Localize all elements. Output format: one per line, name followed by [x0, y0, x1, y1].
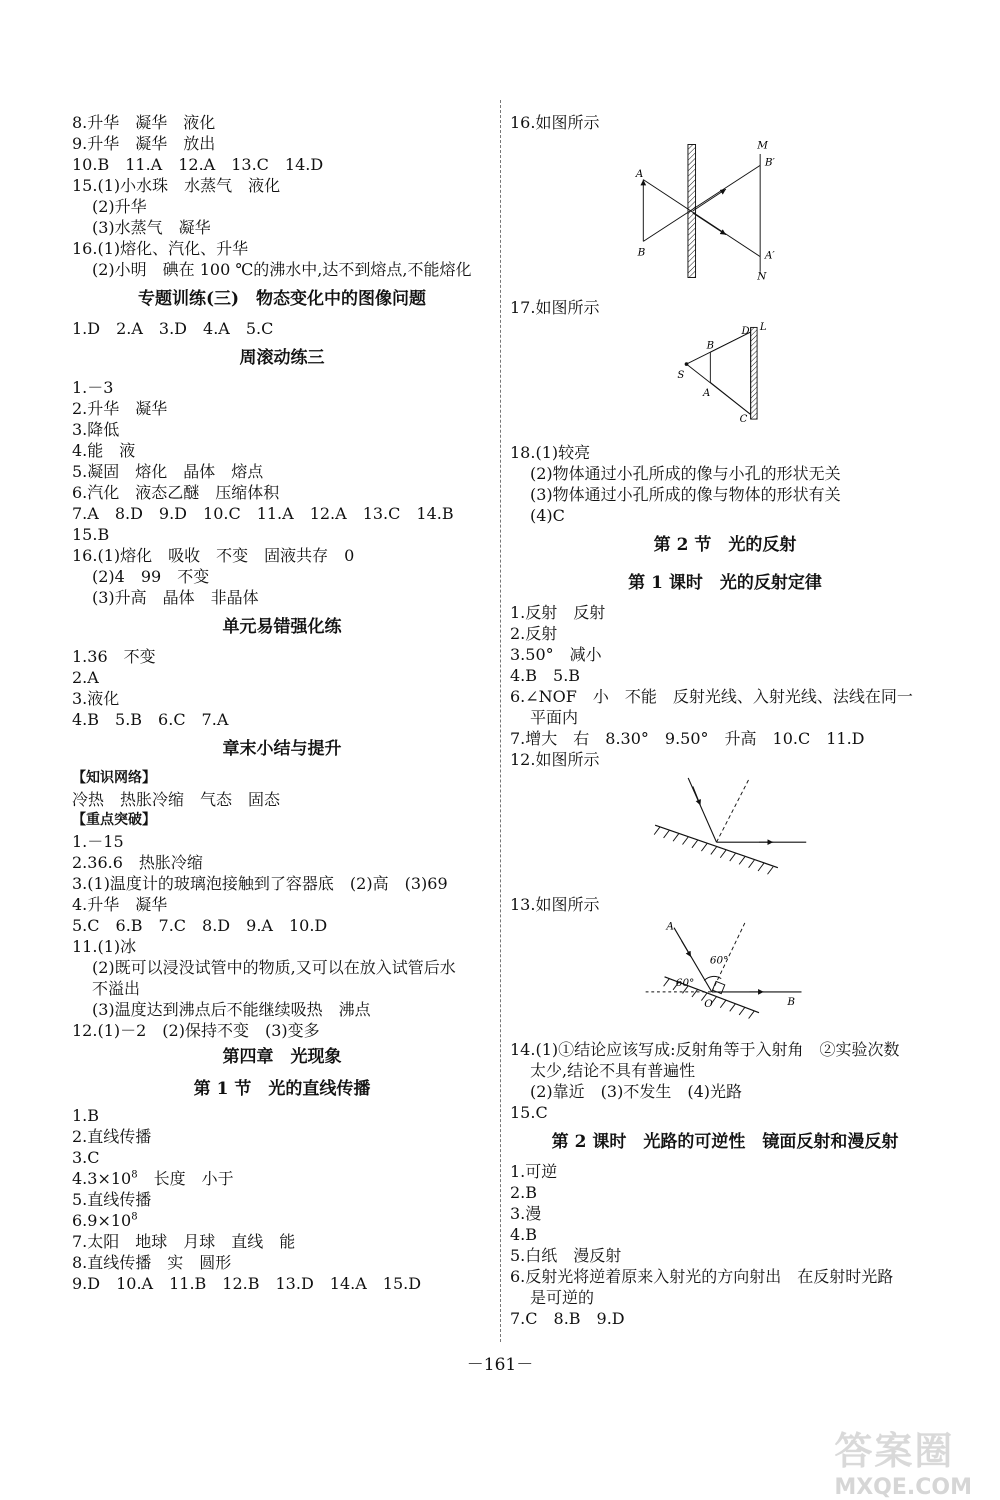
answer-line: 14.(1)①结论应该写成:反射角等于入射角 ②实验次数 [510, 1040, 900, 1059]
answer-line: 2.A [72, 668, 99, 687]
answer-line: 9.升华 凝华 放出 [72, 134, 216, 153]
answer-line: 7.C 8.B 9.D [510, 1309, 625, 1328]
answer-subline: (3)物体通过小孔所成的像与物体的形状有关 [530, 485, 841, 504]
answer-line: 13.如图所示 [510, 895, 600, 914]
answer-line: 18.(1)较亮 [510, 443, 591, 462]
answer-line: 5.白纸 漫反射 [510, 1246, 622, 1265]
answer-line: 4.B 5.B 6.C 7.A [72, 710, 229, 729]
section-heading: 专题训练(三) 物态变化中的图像问题 [137, 289, 427, 309]
answer-subline: 太少,结论不具有普遍性 [530, 1061, 696, 1080]
left-column [72, 112, 492, 1294]
bracket-heading: 【知识网络】 [72, 770, 156, 786]
answer-line: 12.(1)－2 (2)保持不变 (3)变多 [72, 1021, 320, 1040]
optics-diagram [640, 915, 810, 1031]
answer-line: 8.升华 凝华 液化 [72, 113, 216, 132]
figure-label: 60° [709, 954, 729, 967]
answer-line: 6.反射光将逆着原来入射光的方向射出 在反射时光路 [510, 1267, 894, 1286]
answer-line: 5.C 6.B 7.C 8.D 9.A 10.D [72, 916, 328, 935]
figure-label: B [637, 246, 646, 259]
right-column [510, 112, 940, 1329]
column-divider [500, 100, 501, 1342]
answer-line: 4.B 5.B [510, 666, 581, 685]
answer-subline: 不溢出 [92, 979, 141, 998]
optics-diagram [670, 318, 780, 434]
answer-subline: (2)4 99 不变 [92, 567, 210, 586]
figure-label: M [757, 139, 768, 152]
answer-line: 5.凝固 熔化 晶体 熔点 [72, 462, 264, 481]
section-heading: 第 1 课时 光的反射定律 [628, 573, 822, 593]
answer-line: 4.能 液 [72, 441, 136, 460]
answer-subline: (3)水蒸气 凝华 [92, 218, 211, 237]
answer-line: 3.漫 [510, 1204, 542, 1223]
answer-line: 11.(1)冰 [72, 937, 137, 956]
answer-line: 2.36.6 热胀冷缩 [72, 853, 203, 872]
answer-subline: 平面内 [530, 708, 579, 727]
answer-subline: (2)靠近 (3)不发生 (4)光路 [530, 1082, 742, 1101]
answer-line: 2.直线传播 [72, 1127, 152, 1146]
answer-line: 1.36 不变 [72, 647, 156, 666]
answer-line: 6.汽化 液态乙醚 压缩体积 [72, 483, 280, 502]
answer-subline: (2)物体通过小孔所成的像与小孔的形状无关 [530, 464, 841, 483]
watermark-text: 答案圈 [834, 1429, 955, 1473]
figure-label: 60° [675, 977, 695, 990]
exponent: 8 [131, 1169, 138, 1181]
figure-label: S [677, 369, 685, 381]
answer-line: 9.D 10.A 11.B 12.B 13.D 14.A 15.D [72, 1274, 422, 1293]
section-heading: 第 1 节 光的直线传播 [193, 1079, 371, 1099]
answer-line: 冷热 热胀冷缩 气态 固态 [72, 790, 281, 809]
figure-label: A [703, 388, 711, 400]
answer-subline: (4)C [530, 506, 565, 525]
section-heading: 周滚动练三 [239, 348, 325, 368]
optics-diagram [630, 133, 820, 289]
answer-line: 1.D 2.A 3.D 4.A 5.C [72, 319, 274, 338]
answer-line: 16.(1)熔化、汽化、升华 [72, 239, 249, 258]
answer-line: 1.－15 [72, 832, 124, 851]
section-heading: 第 2 课时 光路的可逆性 镜面反射和漫反射 [551, 1132, 899, 1152]
answer-line: 2.B [510, 1183, 538, 1202]
answer-line: 7.增大 右 8.30° 9.50° 升高 10.C 11.D [510, 729, 865, 748]
answer-line: 3.50° 减小 [510, 645, 602, 664]
exponent: 8 [131, 1211, 138, 1223]
answer-line: 3.降低 [72, 420, 120, 439]
answer-subline: (2)小明 碘在 100 ℃的沸水中,达不到熔点,不能熔化 [92, 260, 472, 279]
answer-line: 3.C [72, 1148, 100, 1167]
answer-text: 4.3×10 [72, 1169, 132, 1188]
figure-label: B′ [764, 156, 775, 169]
watermark-url: MXQE.COM [834, 1475, 972, 1500]
answer-line: 1.－3 [72, 378, 114, 397]
figure-label: C [739, 413, 748, 425]
answer-line: 12.如图所示 [510, 750, 600, 769]
answer-line: 8.直线传播 实 圆形 [72, 1253, 232, 1272]
answer-line: 7.A 8.D 9.D 10.C 11.A 12.A 13.C 14.B [72, 504, 454, 523]
figure-label: A [666, 920, 674, 933]
figure-label: B [706, 340, 715, 352]
figure-label: D [741, 325, 750, 337]
answer-line: 6.∠NOF 小 不能 反射光线、入射光线、法线在同一 [510, 687, 913, 706]
section-heading: 单元易错强化练 [222, 617, 342, 637]
answer-line: 15.(1)小水珠 水蒸气 液化 [72, 176, 281, 195]
answer-line: 15.C [510, 1103, 548, 1122]
answer-line: 3.液化 [72, 689, 120, 708]
figure-label: O [704, 998, 713, 1010]
answer-line: 2.升华 凝华 [72, 399, 168, 418]
bracket-heading: 【重点突破】 [72, 812, 156, 828]
answer-line: 5.直线传播 [72, 1190, 152, 1209]
figure-label: A [635, 167, 644, 180]
figure-label: N [757, 270, 767, 283]
figure-label: B [787, 996, 795, 1009]
figure-label: A′ [764, 249, 775, 262]
answer-subline: 是可逆的 [530, 1288, 595, 1307]
section-heading: 章末小结与提升 [222, 739, 342, 759]
answer-subline: (3)升高 晶体 非晶体 [92, 588, 259, 607]
answer-text: 长度 小于 [137, 1169, 234, 1188]
answer-line: 2.反射 [510, 624, 558, 643]
answer-line: 4.升华 凝华 [72, 895, 168, 914]
answer-line [72, 1168, 492, 1189]
answer-subline: (3)温度达到沸点后不能继续吸热 沸点 [92, 1000, 371, 1019]
figure-label: L [759, 322, 767, 334]
answer-line: 17.如图所示 [510, 298, 600, 317]
answer-subline: (2)既可以浸没试管中的物质,又可以在放入试管后水 [92, 958, 456, 977]
answer-line: 3.(1)温度计的玻璃泡接触到了容器底 (2)高 (3)69 [72, 874, 448, 893]
answer-line: 10.B 11.A 12.A 13.C 14.D [72, 155, 324, 174]
answer-line: 15.B [72, 525, 110, 544]
answer-subline: (2)升华 [92, 197, 147, 216]
answer-line: 7.太阳 地球 月球 直线 能 [72, 1232, 296, 1251]
answer-text: 6.9×10 [72, 1211, 132, 1230]
answer-line: 16.(1)熔化 吸收 不变 固液共存 0 [72, 546, 355, 565]
answer-line: 1.可逆 [510, 1162, 558, 1181]
answer-line: 1.B [72, 1106, 100, 1125]
answer-line: 1.反射 反射 [510, 603, 606, 622]
answer-line [72, 1210, 492, 1231]
section-heading: 第四章 光现象 [222, 1047, 342, 1067]
answer-line: 16.如图所示 [510, 113, 600, 132]
page-number: －161－ [466, 1355, 534, 1375]
answer-line: 4.B [510, 1225, 538, 1244]
section-heading: 第 2 节 光的反射 [653, 535, 797, 555]
optics-diagram [640, 770, 810, 886]
watermark-logo [834, 1420, 972, 1500]
